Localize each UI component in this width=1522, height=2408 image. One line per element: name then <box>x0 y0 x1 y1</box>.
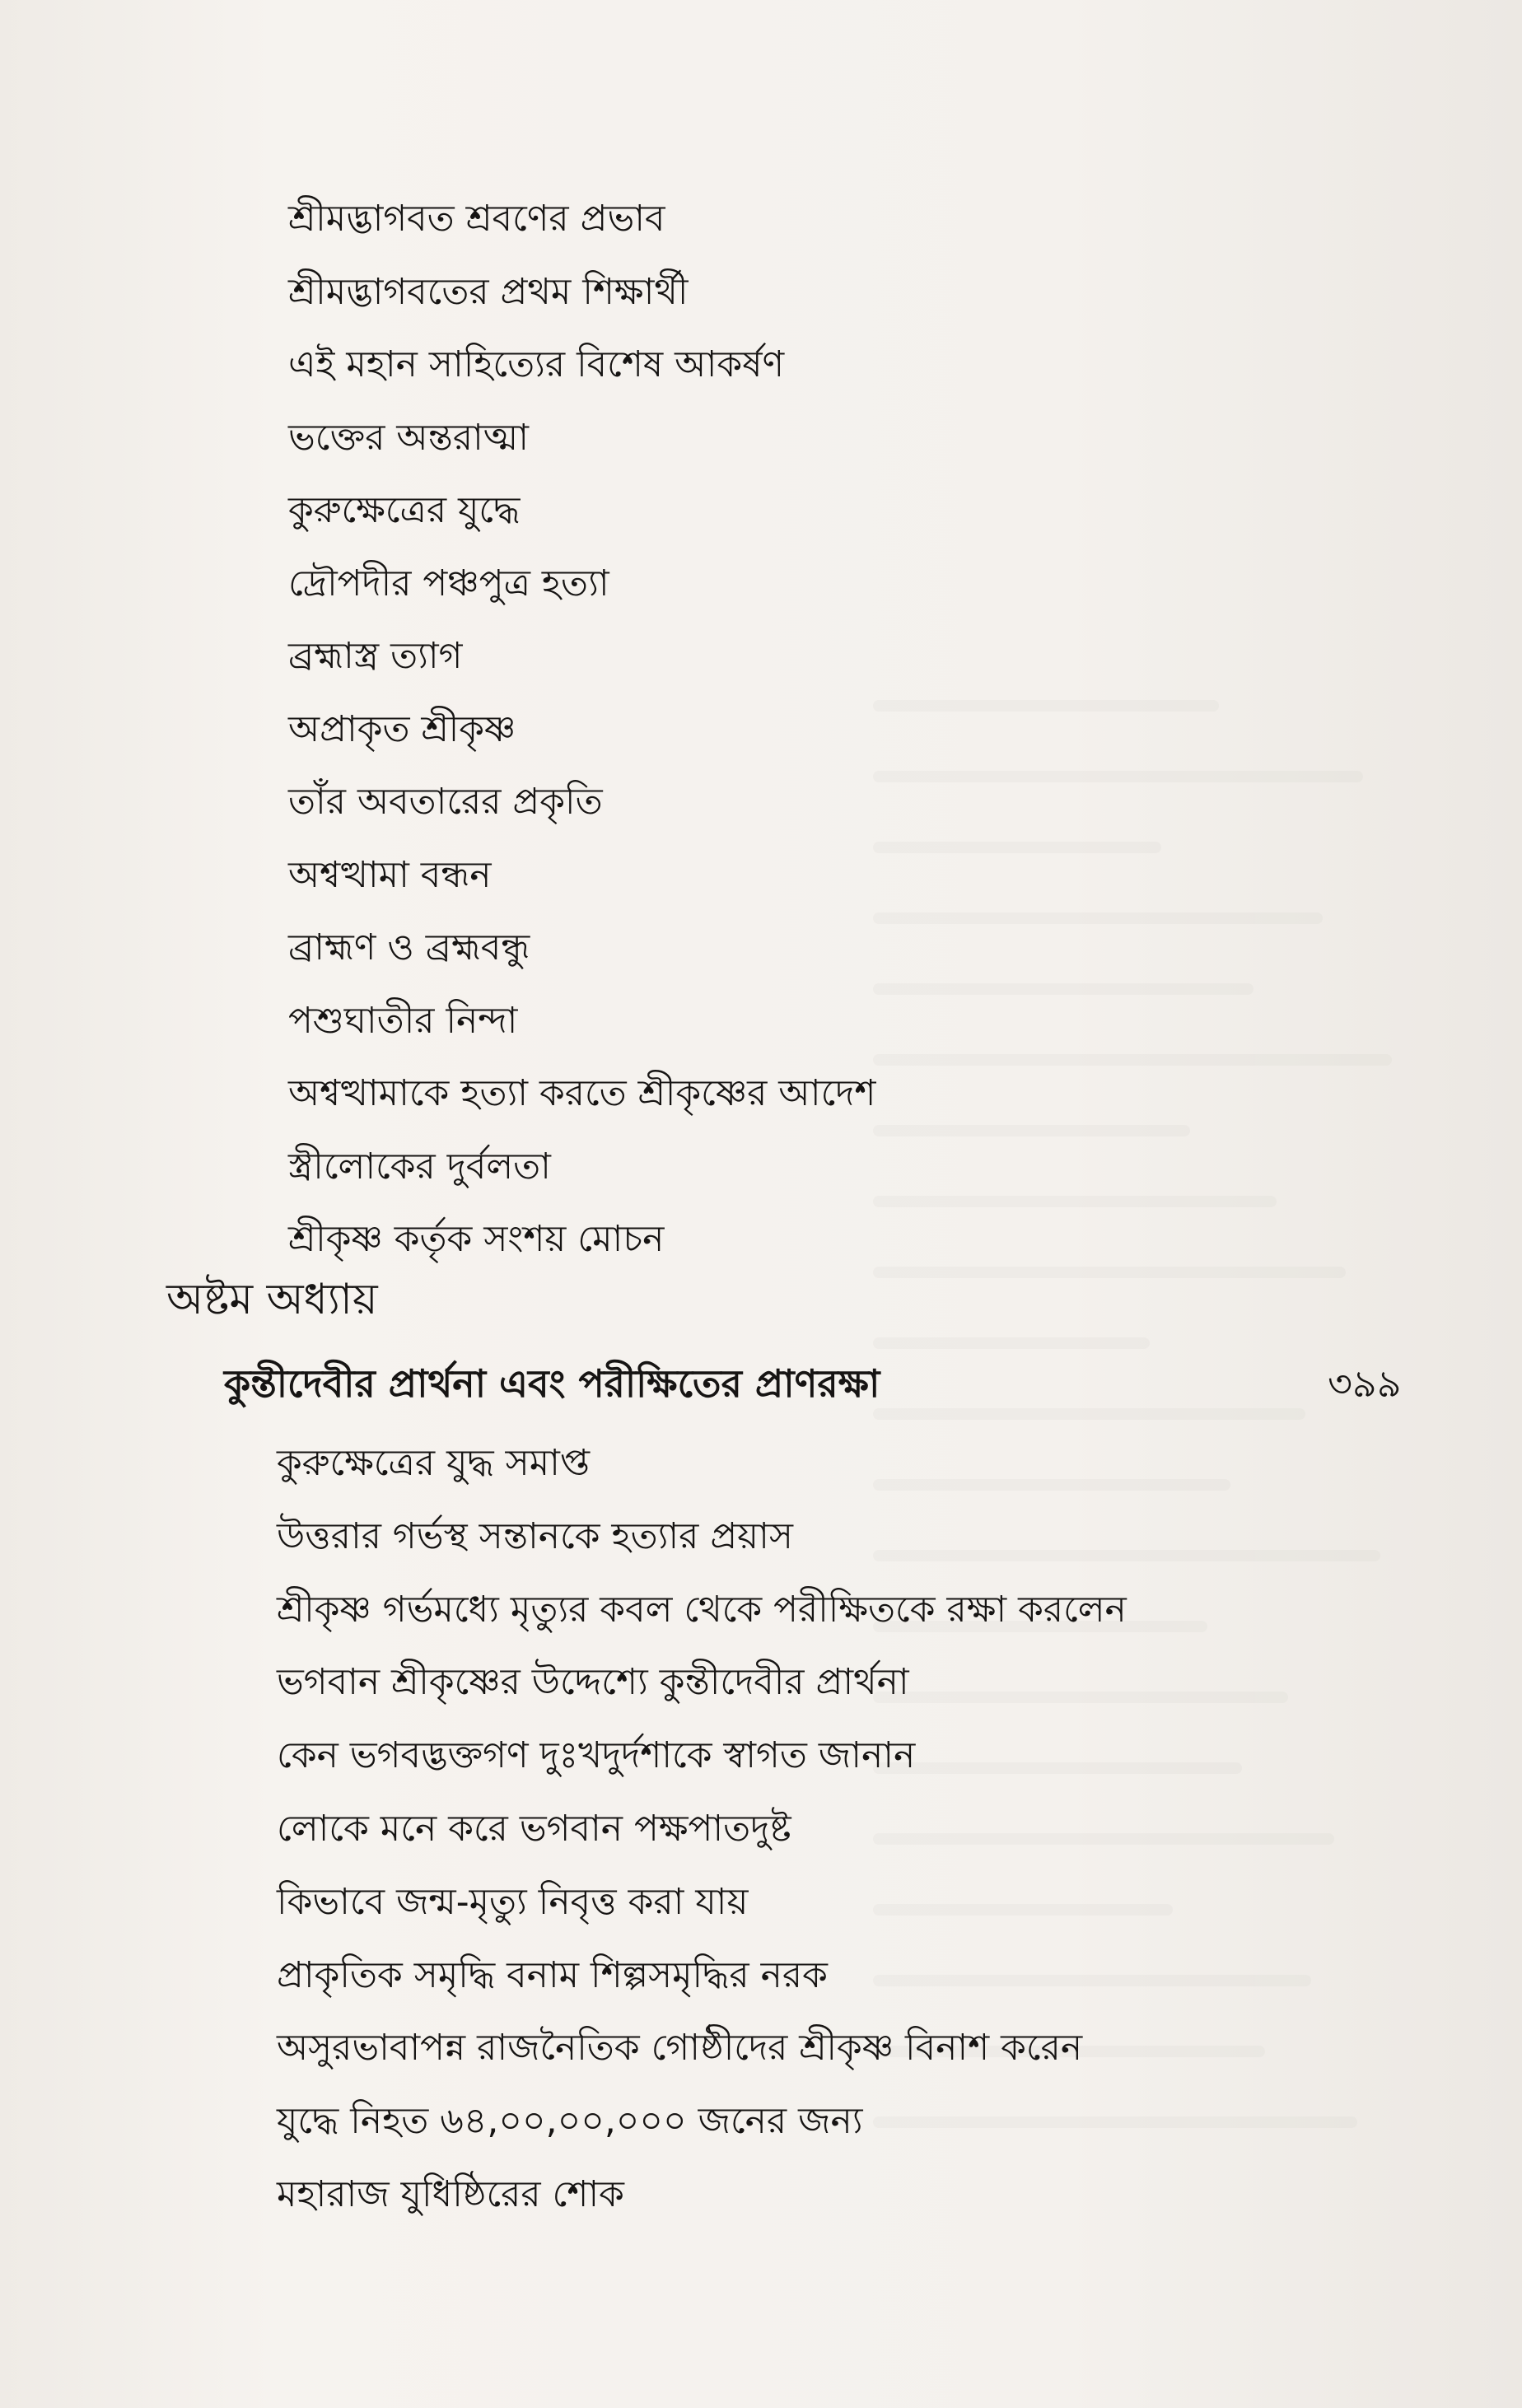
toc-entry: অশ্বত্থামা বন্ধন <box>288 853 492 896</box>
toc-list-part2 <box>277 1427 1522 2232</box>
toc-entry: শ্রীমদ্ভাগবত শ্রবণের প্রভাব <box>288 198 665 240</box>
toc-entry: লোকে মনে করে ভগবান পক্ষপাতদুষ্ট <box>277 1807 791 1850</box>
toc-entry: ব্রহ্মাস্ত্র ত্যাগ <box>288 635 463 677</box>
toc-entry: কুরুক্ষেত্রের যুদ্ধে <box>288 489 521 531</box>
chapter-heading: অষ্টম অধ্যায় <box>166 1275 378 1324</box>
toc-entry: শ্রীকৃষ্ণ কর্তৃক সংশয় মোচন <box>288 1218 665 1260</box>
toc-entry: কিভাবে জন্ম-মৃত্যু নিবৃত্ত করা যায় <box>277 1880 749 1923</box>
toc-entry: কেন ভগবদ্ভক্তগণ দুঃখদুর্দশাকে স্বাগত জানান <box>277 1734 916 1777</box>
toc-entry: ভক্তের অন্তরাত্মা <box>288 416 529 459</box>
toc-entry: এই মহান সাহিত্যের বিশেষ আকর্ষণ <box>288 343 785 385</box>
toc-entry: ব্রাহ্মণ ও ব্রহ্মবন্ধু <box>288 926 530 968</box>
toc-entry: প্রাকৃতিক সমৃদ্ধি বনাম শিল্পসমৃদ্ধির নরক <box>277 1953 828 1996</box>
chapter-title: কুন্তীদেবীর প্রার্থনা এবং পরীক্ষিতের প্রাণরক্ষা <box>224 1361 880 1406</box>
toc-entry: তাঁর অবতারের প্রকৃতি <box>288 781 603 823</box>
toc-entry: স্ত্রীলোকের দুর্বলতা <box>288 1145 551 1188</box>
toc-entry: ভগবান শ্রীকৃষ্ণের উদ্দেশ্যে কুন্তীদেবীর প্রার্থনা <box>277 1661 909 1704</box>
toc-entry: যুদ্ধে নিহত ৬৪,০০,০০,০০০ জনের জন্য <box>277 2100 863 2143</box>
toc-entry: অসুরভাবাপন্ন রাজনৈতিক গোষ্ঠীদের শ্রীকৃষ্ণ বিনাশ করেন <box>277 2027 1083 2070</box>
toc-entry: উত্তরার গর্ভস্থ সন্তানকে হত্যার প্রয়াস <box>277 1514 793 1557</box>
toc-entry: অশ্বত্থামাকে হত্যা করতে শ্রীকৃষ্ণের আদেশ <box>288 1072 876 1114</box>
toc-entry: শ্রীমদ্ভাগবতের প্রথম শিক্ষার্থী <box>288 270 689 313</box>
toc-entry: অপ্রাকৃত শ্রীকৃষ্ণ <box>288 707 516 750</box>
toc-entry: মহারাজ যুধিষ্ঠিরের শোক <box>277 2172 624 2215</box>
toc-entry: কুরুক্ষেত্রের যুদ্ধ সমাপ্ত <box>277 1442 591 1484</box>
toc-list-part1 <box>288 183 1522 1276</box>
chapter-page-number: ৩৯৯ <box>1328 1361 1402 1406</box>
toc-entry: পশুঘাতীর নিন্দা <box>288 999 518 1042</box>
toc-entry: শ্রীকৃষ্ণ গর্ভমধ্যে মৃত্যুর কবল থেকে পরীক্ষিতকে রক্ষা করলেন <box>277 1588 1127 1631</box>
toc-entry: দ্রৌপদীর পঞ্চপুত্র হত্যা <box>288 562 609 604</box>
